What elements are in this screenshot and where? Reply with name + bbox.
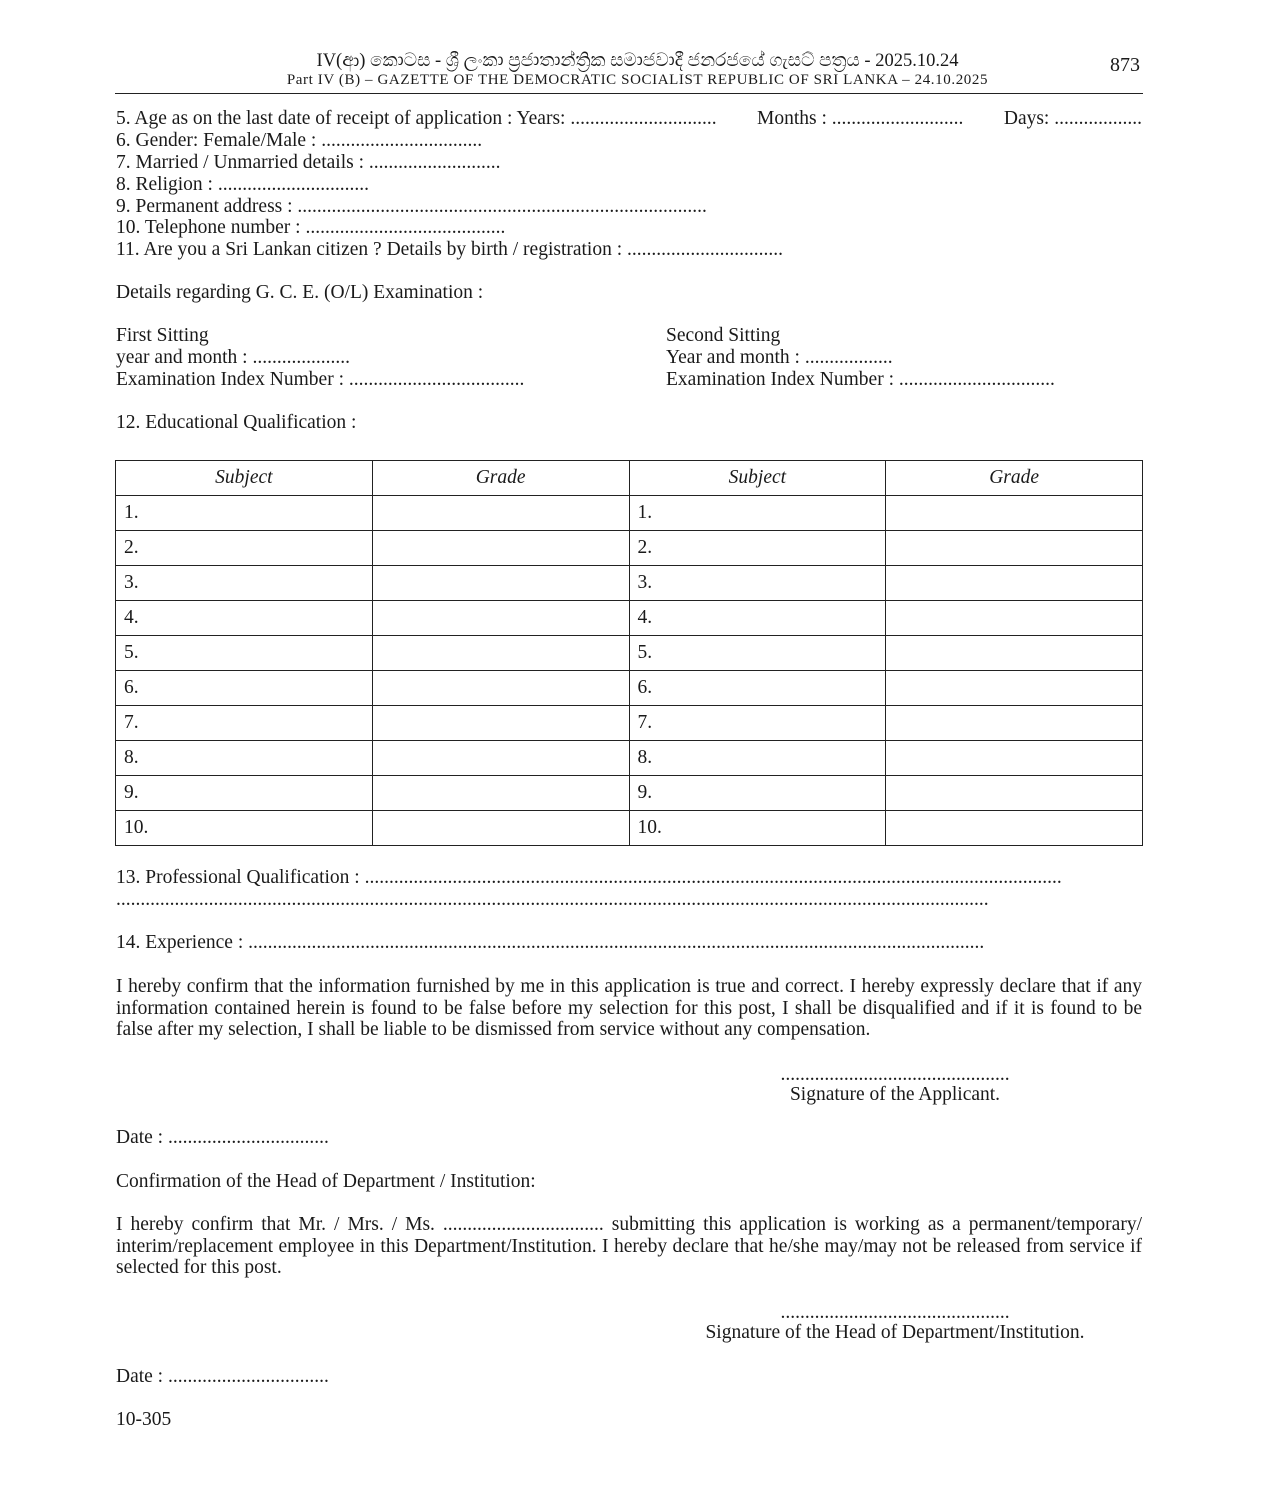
head-confirmation-title: Confirmation of the Head of Department / Institution: (116, 1171, 536, 1192)
grade-cell (886, 741, 1143, 776)
permanent-address-field: 9. Permanent address : .................................................................................... (116, 196, 707, 217)
head-confirmation-statement: I hereby confirm that Mr. / Mrs. / Ms. ................................. submitting this application is working as a permanent/temporary/ interim/replacement employee in this Department/Institution. I hereby declare that he/she may/may not be released from service if selected for this post. (116, 1214, 1142, 1279)
grade-cell (372, 566, 629, 601)
table-header-row (116, 461, 1143, 496)
ol-section-title: Details regarding G. C. E. (O/L) Examination : (116, 282, 484, 303)
experience-field: 14. Experience : ....................................................................................................................................................... (116, 932, 985, 953)
grade-cell (886, 566, 1143, 601)
applicant-declaration: I hereby confirm that the information furnished by me in this application is true and correct. I hereby expressly declare that if any information contained herein is found to be false before my selection for this post, I shall be disqualified and if it is found to be false after my selection, I shall be liable to be dismissed from service without any compensation. (116, 976, 1142, 1041)
grade-header: Grade (886, 461, 1143, 496)
table-row (116, 776, 1143, 811)
grade-cell (886, 671, 1143, 706)
table-row (116, 636, 1143, 671)
subject-cell: 10. (116, 811, 373, 846)
grade-cell (886, 811, 1143, 846)
subject-cell: 3. (629, 566, 886, 601)
first-sitting-heading: First Sitting (116, 325, 209, 346)
table-row (116, 671, 1143, 706)
reference-number: 10-305 (116, 1409, 172, 1430)
subject-cell: 6. (629, 671, 886, 706)
grade-cell (372, 671, 629, 706)
subject-cell: 4. (629, 601, 886, 636)
table-row (116, 566, 1143, 601)
age-field (116, 108, 1142, 130)
subject-header: Subject (116, 461, 373, 496)
age-days: Days: .................. (1003, 108, 1142, 129)
second-sitting-index: Examination Index Number : ................................ (666, 369, 1055, 390)
age-years: 5. Age as on the last date of receipt of application : Years: .............................. (116, 108, 717, 129)
telephone-field: 10. Telephone number : ......................................... (116, 217, 506, 238)
grade-cell (372, 811, 629, 846)
subject-cell: 2. (116, 531, 373, 566)
subject-cell: 6. (116, 671, 373, 706)
citizenship-field: 11. Are you a Sri Lankan citizen ? Details by birth / registration : ................................ (116, 239, 784, 260)
subject-cell: 2. (629, 531, 886, 566)
subject-cell: 4. (116, 601, 373, 636)
table-row (116, 811, 1143, 846)
head-signature-line: ............................................... (780, 1302, 1010, 1323)
gazette-english-title: Part IV (B) – GAZETTE OF THE DEMOCRATIC SOCIALIST REPUBLIC OF SRI LANKA – 24.10.2025 (286, 72, 989, 88)
subject-cell: 1. (629, 496, 886, 531)
second-sitting-heading: Second Sitting (666, 325, 781, 346)
table-row (116, 496, 1143, 531)
grade-header: Grade (372, 461, 629, 496)
grade-cell (372, 741, 629, 776)
first-sitting-index: Examination Index Number : .................................... (116, 369, 525, 390)
subject-cell: 10. (629, 811, 886, 846)
professional-qualification-field: 13. Professional Qualification : ............................................................................................................................................... (116, 867, 1062, 888)
table-row (116, 601, 1143, 636)
grade-cell (372, 706, 629, 741)
subject-cell: 9. (116, 776, 373, 811)
head-date-field: Date : ................................. (116, 1366, 329, 1387)
educational-qualification-title: 12. Educational Qualification : (116, 412, 357, 433)
page-number: 873 (1110, 54, 1140, 76)
applicant-signature-line: ............................................... (780, 1064, 1010, 1085)
grade-cell (372, 601, 629, 636)
grade-cell (372, 531, 629, 566)
gazette-sinhala-title: IV(ආ) කොටස - ශ්‍රී ලංකා ප්‍රජාතාන්ත්‍රික සමාජවාදී ජනරජයේ ගැසට් පත්‍රය - 2025.10.24 (316, 51, 959, 71)
subject-cell: 9. (629, 776, 886, 811)
grade-cell (886, 601, 1143, 636)
subject-header: Subject (629, 461, 886, 496)
professional-qualification-continuation: ................................................................................................................................................................................... (116, 889, 989, 910)
marital-status-field: 7. Married / Unmarried details : ........................... (116, 152, 501, 173)
age-months: Months : ........................... (757, 108, 964, 129)
subject-cell: 7. (629, 706, 886, 741)
grade-cell (886, 636, 1143, 671)
subject-cell: 3. (116, 566, 373, 601)
grade-cell (886, 496, 1143, 531)
applicant-signature-label: Signature of the Applicant. (789, 1084, 1001, 1105)
applicant-date-field: Date : ................................. (116, 1127, 329, 1148)
grade-cell (372, 496, 629, 531)
head-signature-label: Signature of the Head of Department/Institution. (705, 1322, 1085, 1343)
first-sitting-year: year and month : .................... (116, 347, 350, 368)
subject-cell: 5. (629, 636, 886, 671)
grade-cell (886, 531, 1143, 566)
grade-cell (372, 776, 629, 811)
subject-cell: 8. (116, 741, 373, 776)
grade-cell (372, 636, 629, 671)
grade-cell (886, 706, 1143, 741)
subject-cell: 7. (116, 706, 373, 741)
subject-cell: 5. (116, 636, 373, 671)
religion-field: 8. Religion : ............................... (116, 174, 369, 195)
gender-field: 6. Gender: Female/Male : ................................. (116, 130, 483, 151)
grade-cell (886, 776, 1143, 811)
subject-cell: 8. (629, 741, 886, 776)
table-row (116, 531, 1143, 566)
second-sitting-year: Year and month : .................. (666, 347, 893, 368)
qualification-table (115, 460, 1143, 846)
subject-cell: 1. (116, 496, 373, 531)
table-row (116, 706, 1143, 741)
table-row (116, 741, 1143, 776)
header-divider (115, 93, 1143, 94)
